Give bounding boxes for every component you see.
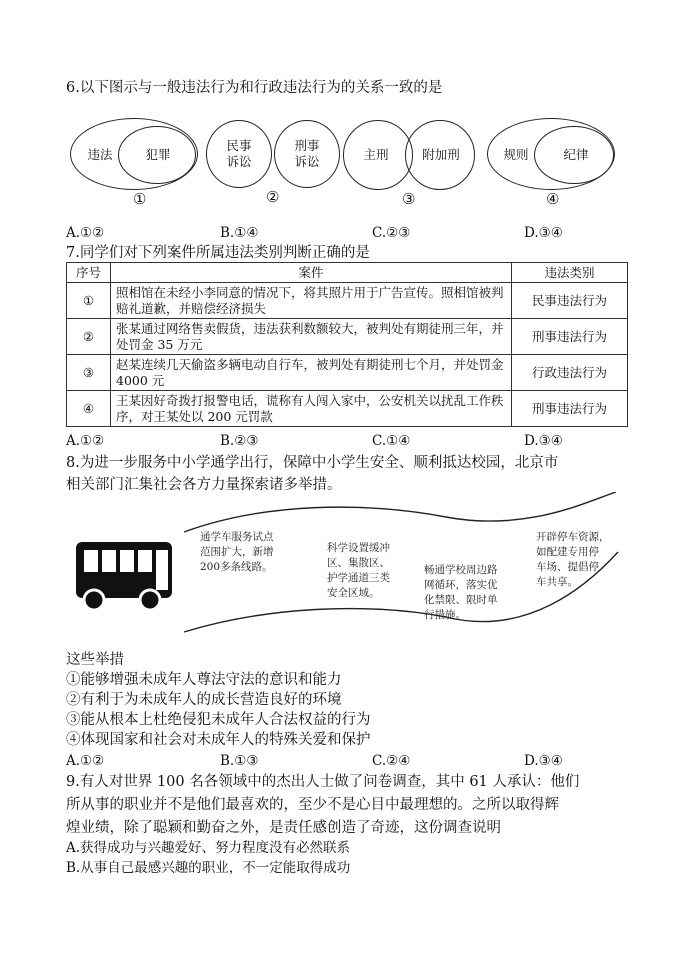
table-header-row xyxy=(67,263,628,283)
bus-graphic xyxy=(74,540,174,612)
row-no: ③ xyxy=(67,355,111,391)
measure-note-3: 畅通学校周边路 网循环，落实优 化禁限、限时单 行措施。 xyxy=(424,564,498,621)
q8-stem-line2: 相关部门汇集社会各方力量探索诸多举措。 xyxy=(66,477,342,493)
table-row xyxy=(67,391,628,427)
diagram-2-number: ② xyxy=(266,188,280,206)
diagram-4-inner-label: 纪律 xyxy=(563,147,589,162)
q7-option-b: B.②③ xyxy=(220,433,259,449)
row-case: 张某通过网络售卖假货，违法获利数额较大，被判处有期徒刑三年，并处罚金 35 万元 xyxy=(111,319,512,355)
row-type: 刑事违法行为 xyxy=(512,391,628,427)
row-no: ① xyxy=(67,283,111,319)
ribbon-top-edge xyxy=(184,492,616,532)
q6-option-d: D.③④ xyxy=(524,225,563,241)
q6-option-c: C.②③ xyxy=(372,225,411,241)
q9-line-2: 所从事的职业并不是他们最喜欢的，至少不是心目中最理想的。之所以取得辉 xyxy=(66,797,559,813)
q7-option-c: C.①④ xyxy=(372,433,411,449)
header-type: 违法类别 xyxy=(512,263,628,283)
row-type: 民事违法行为 xyxy=(512,283,628,319)
q8-option-a: A.①② xyxy=(66,753,105,769)
diagram-3-right-label: 附加刑 xyxy=(422,147,460,162)
diagram-4-outer-label: 规则 xyxy=(503,147,529,162)
measure-note-4: 开辟停车资源， 如配建专用停 车场、提倡停 车共享。 xyxy=(536,531,610,588)
q8-item-1: ①能够增强未成年人尊法守法的意识和能力 xyxy=(66,672,342,688)
diagram-4-number: ④ xyxy=(546,190,560,208)
q7-option-a: A.①② xyxy=(66,433,105,449)
q8-option-c: C.②④ xyxy=(372,753,411,769)
q7-stem: 7.同学们对下列案件所属违法类别判断正确的是 xyxy=(66,245,370,261)
header-case: 案件 xyxy=(111,263,512,283)
measure-note-2: 科学设置缓冲 区、集散区、 护学通道三类 安全区域。 xyxy=(327,542,390,599)
diagram-1-number: ① xyxy=(133,190,147,208)
q8-stem-line1: 8.为进一步服务中小学通学出行，保障中小学生安全、顺利抵达校园，北京市 xyxy=(66,455,559,471)
row-type: 行政违法行为 xyxy=(512,355,628,391)
q9-line-1: 9.有人对世界 100 名各领域中的杰出人士做了问卷调查，其中 61 人承认：他们 xyxy=(66,774,580,790)
table-row xyxy=(67,319,628,355)
header-no: 序号 xyxy=(67,263,111,283)
case-table xyxy=(66,262,628,427)
row-case: 照相馆在未经小李同意的情况下，将其照片用于广告宣传。照相馆被判赔礼道歉，并赔偿经济损失 xyxy=(111,283,512,319)
measure-note-1: 通学车服务试点 范围扩大，新增 200多条线路。 xyxy=(200,531,274,573)
table-row xyxy=(67,283,628,319)
row-case: 赵某连续几天偷盗多辆电动自行车，被判处有期徒刑七个月，并处罚金 4000 元 xyxy=(111,355,512,391)
diagram-1-outer-label: 违法 xyxy=(87,147,113,162)
q8-lead: 这些举措 xyxy=(66,652,124,668)
q9-option-a: A.获得成功与兴趣爱好、努力程度没有必然联系 xyxy=(66,840,351,856)
diagram-2-left-label: 民事 诉讼 xyxy=(226,138,252,169)
q8-item-2: ②有利于为未成年人的成长营造良好的环境 xyxy=(66,692,342,708)
row-no: ② xyxy=(67,319,111,355)
diagram-2-right-label: 刑事 诉讼 xyxy=(294,138,320,169)
q8-item-3: ③能从根本上杜绝侵犯未成年人合法权益的行为 xyxy=(66,712,371,728)
q6-option-b: B.①④ xyxy=(220,225,259,241)
row-case: 王某因好奇拨打报警电话，谎称有人闯入家中，公安机关以扰乱工作秩序，对王某处以 200 元罚款 xyxy=(111,391,512,427)
table-row xyxy=(67,355,628,391)
diagram-3-number: ③ xyxy=(402,190,416,208)
diagram-3-left-label: 主刑 xyxy=(363,147,389,162)
q9-option-b: B.从事自己最感兴趣的职业，不一定能取得成功 xyxy=(66,860,351,876)
diagram-1-inner-label: 犯罪 xyxy=(145,147,171,162)
q6-stem: 6.以下图示与一般违法行为和行政违法行为的关系一致的是 xyxy=(66,80,443,96)
q9-line-3: 煌业绩，除了聪颖和勤奋之外，是责任感创造了奇迹，这份调查说明 xyxy=(66,820,501,836)
q7-option-d: D.③④ xyxy=(524,433,563,449)
row-type: 刑事违法行为 xyxy=(512,319,628,355)
q8-item-4: ④体现国家和社会对未成年人的特殊关爱和保护 xyxy=(66,732,371,748)
q8-option-b: B.①③ xyxy=(220,753,259,769)
q8-option-d: D.③④ xyxy=(524,753,563,769)
q6-option-a: A.①② xyxy=(66,225,105,241)
row-no: ④ xyxy=(67,391,111,427)
